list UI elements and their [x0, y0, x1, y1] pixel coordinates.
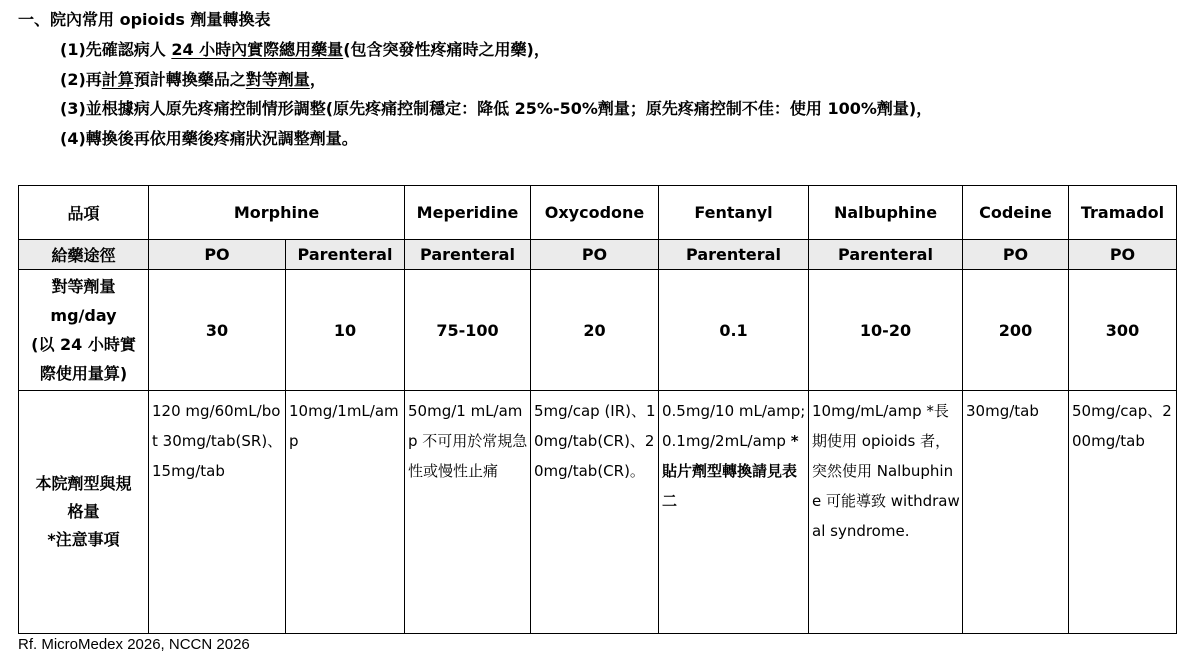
dose-label-line: 對等劑量 — [51, 277, 116, 296]
spec-cell-tramadol: 50mg/cap、200mg/tab — [1069, 391, 1177, 634]
opioid-conversion-table — [18, 185, 1177, 634]
dose-cell: 10 — [286, 270, 405, 391]
dose-label-line: mg/day — [50, 306, 117, 325]
drug-header-tramadol: Tramadol — [1069, 186, 1177, 240]
drug-header-oxycodone: Oxycodone — [531, 186, 659, 240]
route-cell: Parenteral — [809, 240, 963, 270]
fentanyl-patch-note: *貼片劑型轉換請見表二 — [662, 432, 799, 510]
step-1-underlined: 24 小時內實際總用藥量 — [171, 40, 344, 59]
route-cell: PO — [963, 240, 1069, 270]
spec-cell-oxycodone: 5mg/cap (IR)、10mg/tab(CR)、20mg/tab(CR)。 — [531, 391, 659, 634]
dose-cell: 20 — [531, 270, 659, 391]
step-2-text-start: (2)再 — [60, 69, 102, 89]
dose-label-line: 際使用量算) — [39, 364, 128, 383]
route-cell: Parenteral — [405, 240, 531, 270]
route-cell: Parenteral — [659, 240, 809, 270]
step-2-underlined-1: 計算 — [101, 69, 134, 89]
fentanyl-strengths: 0.5mg/10 mL/amp; 0.1mg/2mL/amp — [662, 402, 806, 450]
dose-cell: 75-100 — [405, 270, 531, 391]
dose-cell: 300 — [1069, 270, 1177, 391]
step-2-text-mid: 預計轉換藥品之 — [133, 69, 246, 89]
spec-cell-morphine-parenteral: 10mg/1mL/amp — [286, 391, 405, 634]
dose-cell: 200 — [963, 270, 1069, 391]
spec-cell-meperidine: 50mg/1 mL/amp 不可用於常規急性或慢性止痛 — [405, 391, 531, 634]
drug-header-nalbuphine: Nalbuphine — [809, 186, 963, 240]
instruction-step-2 — [60, 70, 932, 90]
route-cell: Parenteral — [286, 240, 405, 270]
spec-cell-morphine-po: 120 mg/60mL/bot 30mg/tab(SR)、15mg/tab — [149, 391, 286, 634]
instruction-step-1 — [60, 40, 932, 60]
formulation-label-line: 格量 — [67, 502, 100, 521]
spec-cell-fentanyl — [659, 391, 809, 634]
instruction-step-4: (4)轉換後再依用藥後疼痛狀況調整劑量。 — [60, 129, 358, 149]
instruction-step-3: (3)並根據病人原先疼痛控制情形調整(原先疼痛控制穩定：降低 25%-50%劑量；原先疼痛控制不佳：使用 100%劑量)， — [60, 99, 933, 119]
drug-header-codeine: Codeine — [963, 186, 1069, 240]
row-label-equivalent-dose — [19, 270, 149, 391]
table-row-route — [19, 240, 1177, 270]
dose-cell: 10-20 — [809, 270, 963, 391]
row-label-route: 給藥途徑 — [19, 240, 149, 270]
instruction-list — [60, 40, 932, 159]
formulation-label-line: 本院劑型與規 — [35, 474, 132, 493]
row-label-item: 品項 — [19, 186, 149, 240]
document-heading: 一、院內常用 opioids 劑量轉換表 — [18, 10, 271, 29]
route-cell: PO — [1069, 240, 1177, 270]
spec-cell-codeine: 30mg/tab — [963, 391, 1069, 634]
step-2-text-end: ， — [309, 69, 326, 89]
route-cell: PO — [149, 240, 286, 270]
step-1-text-end: (包含突發性疼痛時之用藥)， — [343, 40, 550, 59]
table-row-equivalent-dose — [19, 270, 1177, 391]
table-row-formulation — [19, 391, 1177, 634]
drug-header-meperidine: Meperidine — [405, 186, 531, 240]
row-label-formulation — [19, 391, 149, 634]
reference-note: Rf. MicroMedex 2026, NCCN 2026 — [18, 636, 250, 653]
dose-cell: 0.1 — [659, 270, 809, 391]
spec-cell-nalbuphine: 10mg/mL/amp *長期使用 opioids 者，突然使用 Nalbuphine 可能導致 withdrawal syndrome. — [809, 391, 963, 634]
dose-cell: 30 — [149, 270, 286, 391]
dose-label-line: (以 24 小時實 — [31, 335, 136, 354]
step-1-text-start: (1)先確認病人 — [60, 40, 172, 59]
table-row-item — [19, 186, 1177, 240]
formulation-label-line: *注意事項 — [47, 530, 120, 549]
route-cell: PO — [531, 240, 659, 270]
drug-header-fentanyl: Fentanyl — [659, 186, 809, 240]
drug-header-morphine: Morphine — [149, 186, 405, 240]
step-2-underlined-2: 對等劑量 — [245, 69, 310, 89]
